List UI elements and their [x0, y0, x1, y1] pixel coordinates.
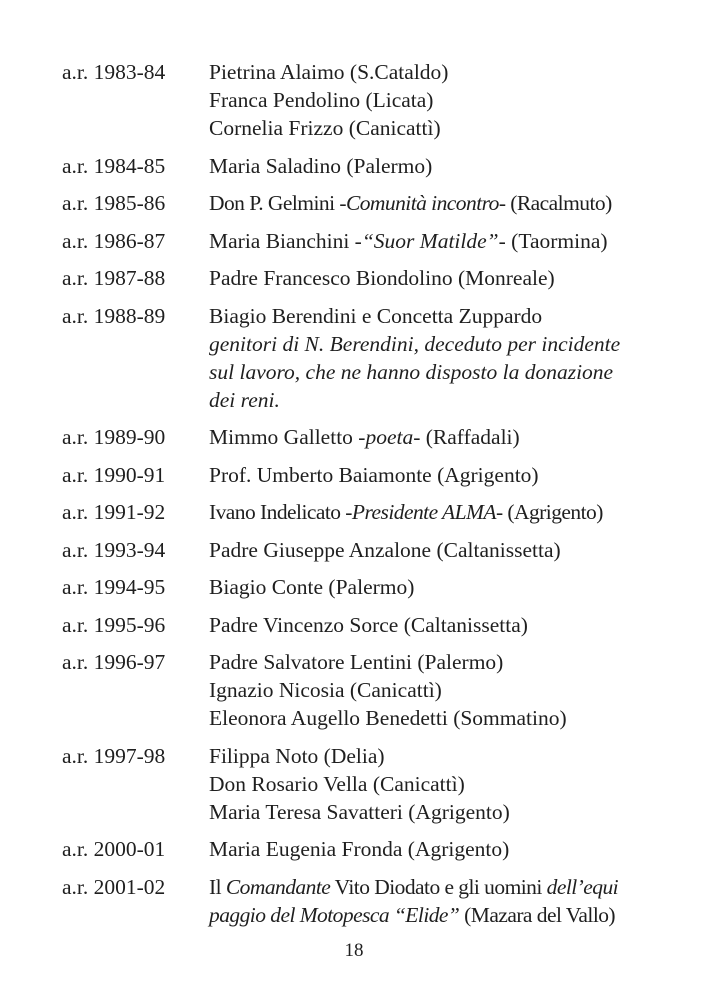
- entry-year: a.r. 1989-90: [62, 425, 166, 449]
- award-entry: [62, 302, 662, 414]
- award-entry: [62, 873, 662, 929]
- award-entry: [62, 498, 662, 526]
- entry-recipients: [209, 611, 662, 639]
- entry-year: a.r. 1996-97: [62, 650, 166, 674]
- entry-recipients: [209, 423, 662, 451]
- entry-recipients: [209, 536, 662, 564]
- entry-year: a.r. 1984-85: [62, 153, 166, 178]
- recipient-line: [209, 573, 662, 601]
- entry-recipients: [209, 573, 662, 601]
- entry-recipients: [209, 498, 662, 526]
- text-segment: Don P. Gelmini -: [209, 191, 346, 215]
- text-segment: Maria Teresa Savatteri (Agrigento): [209, 799, 510, 824]
- recipient-line: [209, 835, 662, 863]
- recipient-line: [209, 330, 662, 358]
- italic-text: dell’equi: [546, 874, 619, 899]
- text-segment: Biagio Berendini e Concetta Zuppardo: [209, 303, 543, 328]
- italic-text: “Suor Matilde”: [361, 228, 499, 253]
- entry-year: a.r. 1983-84: [62, 60, 166, 84]
- recipient-line: [209, 873, 662, 901]
- page-number: 18: [344, 940, 364, 961]
- recipient-line: [209, 611, 662, 639]
- entry-recipients: [209, 461, 662, 489]
- recipient-line: [209, 648, 662, 676]
- text-segment: Ignazio Nicosia (Canicattì): [209, 678, 442, 702]
- entry-recipients: [209, 648, 662, 732]
- text-segment: Prof. Umberto Baiamonte (Agrigento): [209, 462, 539, 487]
- text-segment: - (Racalmuto): [498, 191, 612, 215]
- text-segment: Maria Eugenia Fronda (Agrigento): [209, 837, 510, 861]
- award-entry: [62, 152, 662, 180]
- recipient-line: [209, 676, 662, 704]
- recipient-line: [209, 704, 662, 732]
- entry-year: a.r. 1990-91: [62, 462, 166, 487]
- award-entry: [62, 742, 662, 826]
- entry-year: a.r. 1994-95: [62, 575, 166, 599]
- entry-recipients: [209, 227, 662, 255]
- text-segment: Mimmo Galletto -: [209, 425, 366, 449]
- entry-recipients: [209, 302, 662, 414]
- text-segment: Pietrina Alaimo (S.Cataldo): [209, 60, 449, 84]
- entry-year: a.r. 1986-87: [62, 228, 166, 253]
- recipient-line: [209, 536, 662, 564]
- italic-text: Comunità incontro: [345, 191, 499, 215]
- recipient-line: [209, 742, 662, 770]
- entry-recipients: [209, 152, 662, 180]
- entry-year: a.r. 1985-86: [62, 191, 166, 215]
- italic-text: poeta: [365, 425, 414, 449]
- entry-year: a.r. 1988-89: [62, 303, 166, 328]
- text-segment: Padre Salvatore Lentini (Palermo): [209, 650, 504, 674]
- entry-recipients: [209, 835, 662, 863]
- text-segment: Don Rosario Vella (Canicattì): [209, 771, 465, 796]
- italic-text: paggio del Motopesca “Elide”: [209, 902, 460, 927]
- entry-recipients: [209, 742, 662, 826]
- award-entry: [62, 648, 662, 732]
- text-segment: - (Agrigento): [495, 500, 603, 524]
- award-entry: [62, 835, 662, 863]
- recipient-line: [209, 770, 662, 798]
- recipient-line: [209, 423, 662, 451]
- text-segment: Maria Bianchini -: [209, 228, 362, 253]
- recipient-line: [209, 152, 662, 180]
- text-segment: Biagio Conte (Palermo): [209, 575, 415, 599]
- award-entry: [62, 58, 662, 142]
- italic-text: sul lavoro, che ne hanno disposto la donazione: [209, 359, 614, 384]
- text-segment: Eleonora Augello Benedetti (Sommatino): [209, 706, 567, 730]
- entry-recipients: [209, 189, 662, 217]
- recipient-line: [209, 901, 662, 929]
- italic-text: Comandante: [225, 874, 331, 899]
- recipient-line: [209, 189, 662, 217]
- recipient-line: [209, 86, 662, 114]
- entry-recipients: [209, 58, 662, 142]
- recipient-line: [209, 498, 662, 526]
- entry-recipients: [209, 264, 662, 292]
- entry-year: a.r. 1993-94: [62, 537, 166, 562]
- text-segment: Vito Diodato e gli uomini: [330, 874, 547, 899]
- text-segment: Franca Pendolino (Licata): [209, 88, 434, 112]
- text-segment: - (Raffadali): [413, 425, 520, 449]
- recipient-line: [209, 114, 662, 142]
- entry-year: a.r. 2000-01: [62, 837, 166, 861]
- award-entry: [62, 461, 662, 489]
- text-segment: Padre Francesco Biondolino (Monreale): [209, 266, 555, 290]
- award-entry: [62, 573, 662, 601]
- recipient-line: [209, 386, 662, 414]
- text-segment: - (Taormina): [498, 228, 608, 253]
- text-segment: (Mazara del Vallo): [459, 902, 616, 927]
- italic-text: dei reni.: [209, 387, 280, 412]
- italic-text: genitori di N. Berendini, deceduto per incidente: [209, 331, 621, 356]
- entry-recipients: [209, 873, 662, 929]
- entry-year: a.r. 1991-92: [62, 500, 166, 524]
- entry-year: a.r. 2001-02: [62, 874, 166, 899]
- award-entry: [62, 536, 662, 564]
- text-segment: Filippa Noto (Delia): [209, 743, 385, 768]
- award-list: [62, 58, 662, 938]
- recipient-line: [209, 798, 662, 826]
- award-entry: [62, 189, 662, 217]
- recipient-line: [209, 58, 662, 86]
- text-segment: Padre Giuseppe Anzalone (Caltanissetta): [209, 537, 561, 562]
- recipient-line: [209, 227, 662, 255]
- text-segment: Il: [209, 874, 226, 899]
- entry-year: a.r. 1987-88: [62, 266, 166, 290]
- text-segment: Maria Saladino (Palermo): [209, 153, 433, 178]
- text-segment: Padre Vincenzo Sorce (Caltanissetta): [209, 612, 528, 637]
- recipient-line: [209, 302, 662, 330]
- award-entry: [62, 264, 662, 292]
- text-segment: Cornelia Frizzo (Canicattì): [209, 116, 441, 140]
- award-entry: [62, 611, 662, 639]
- entry-year: a.r. 1995-96: [62, 612, 166, 637]
- award-entry: [62, 227, 662, 255]
- italic-text: Presidente ALMA: [351, 500, 496, 524]
- award-entry: [62, 423, 662, 451]
- recipient-line: [209, 358, 662, 386]
- recipient-line: [209, 264, 662, 292]
- entry-year: a.r. 1997-98: [62, 743, 166, 768]
- recipient-line: [209, 461, 662, 489]
- text-segment: Ivano Indelicato -: [209, 500, 352, 524]
